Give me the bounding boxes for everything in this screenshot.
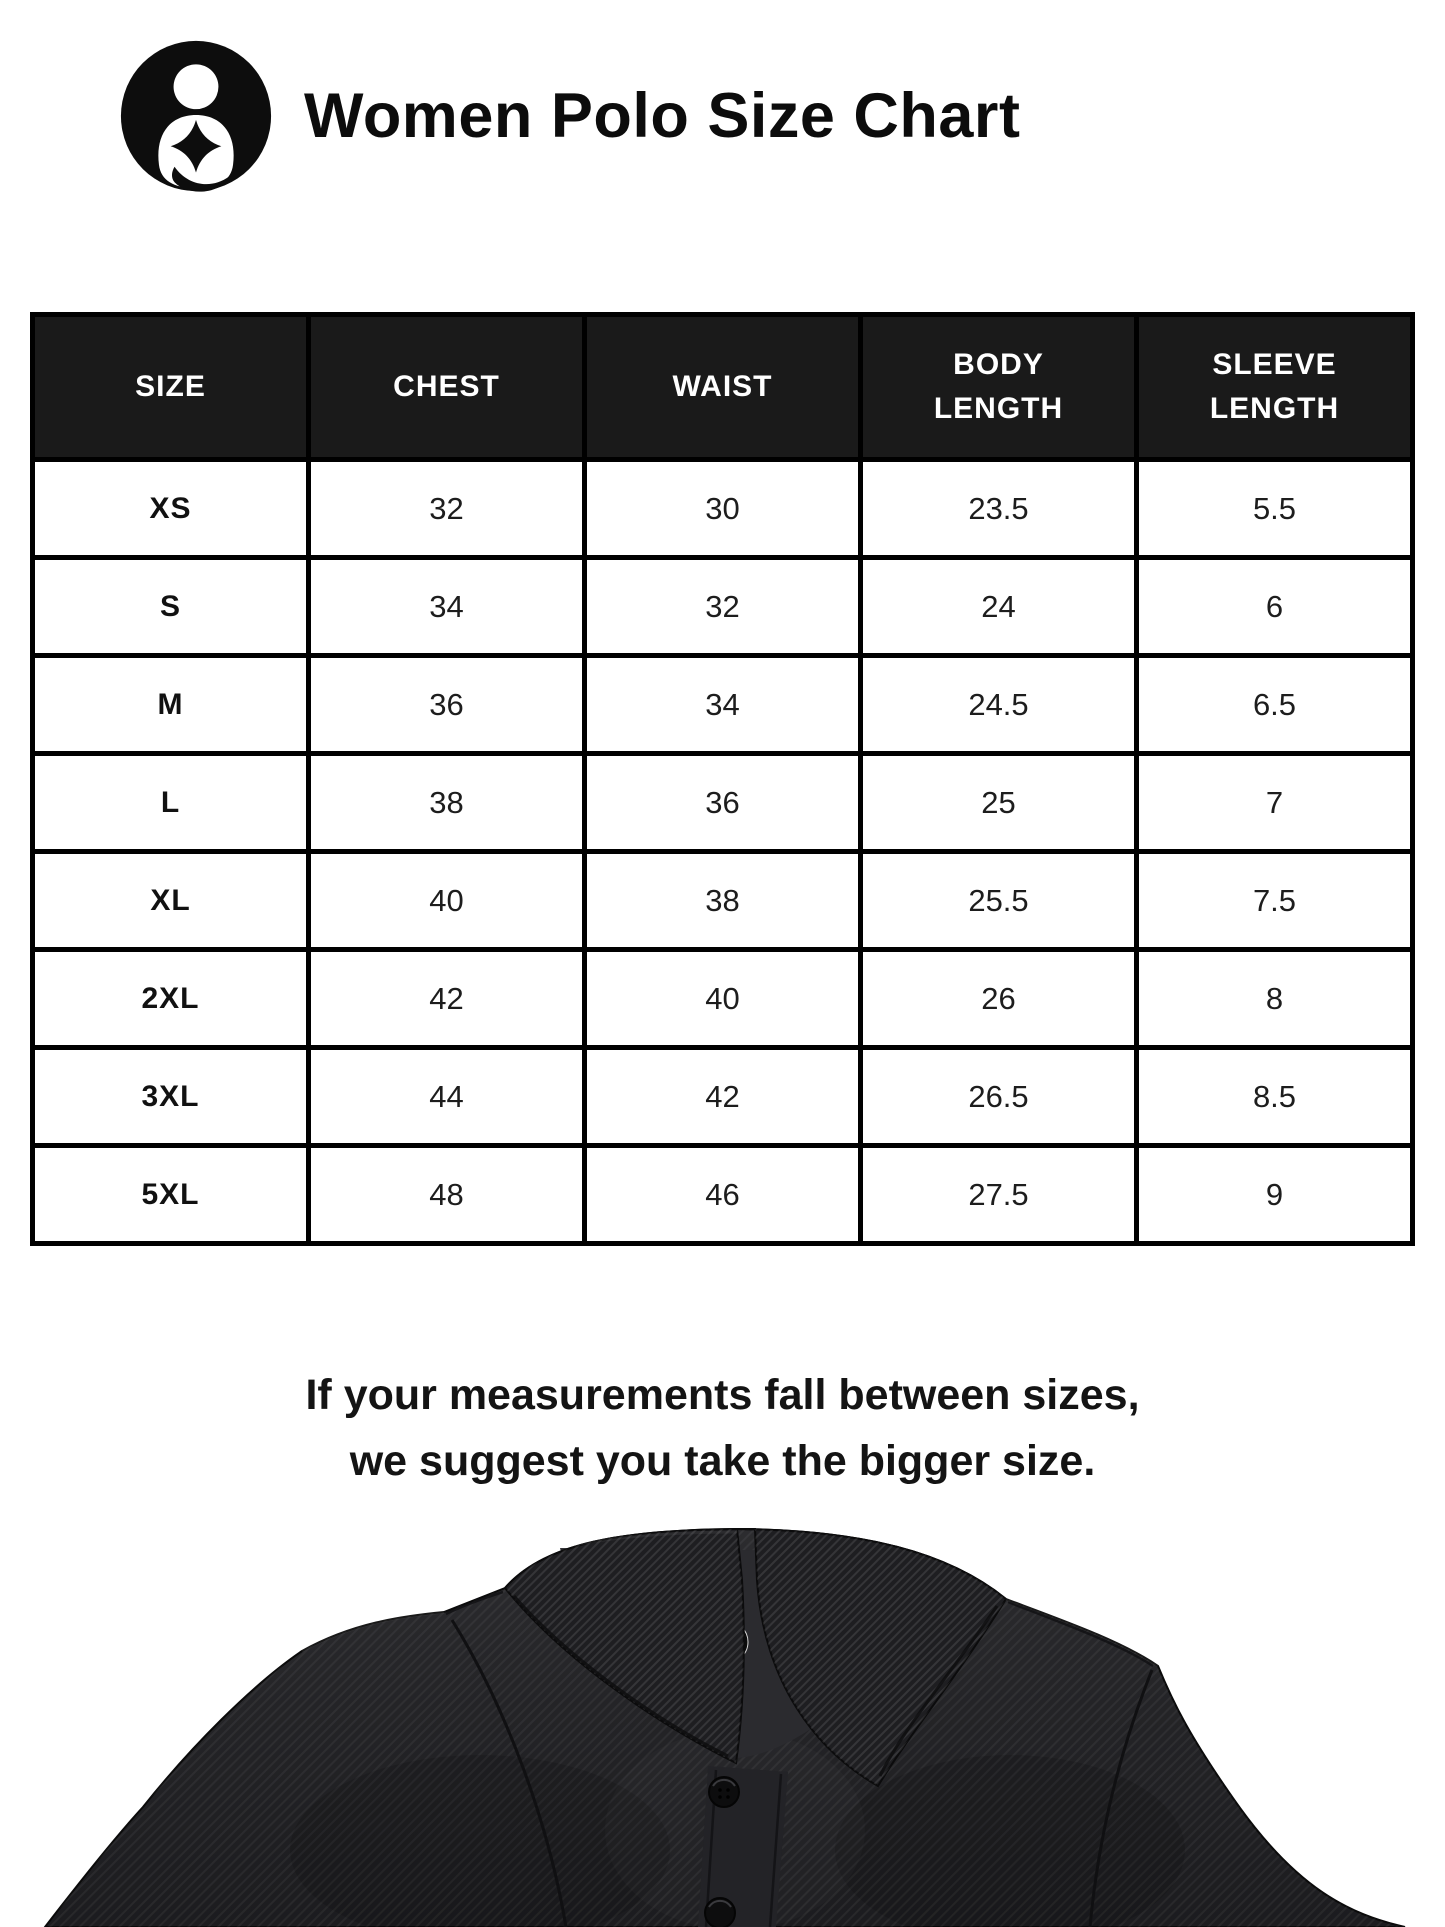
column-header-waist: WAIST [585,315,861,460]
body-length-value: 24.5 [861,656,1137,754]
waist-value: 46 [585,1146,861,1244]
sizing-note-line1: If your measurements fall between sizes, [305,1371,1140,1419]
waist-value: 42 [585,1048,861,1146]
polo-button-top [709,1777,739,1807]
chest-value: 40 [309,852,585,950]
body-length-value: 24 [861,558,1137,656]
column-header-size: SIZE [33,315,309,460]
table-row-m [33,656,1413,754]
brand-logo-icon [118,38,274,194]
size-label: M [33,656,309,754]
size-label: 3XL [33,1048,309,1146]
waist-value: 32 [585,558,861,656]
waist-value: 34 [585,656,861,754]
sleeve-length-value: 5.5 [1137,460,1413,558]
page-title: Women Polo Size Chart [304,81,1021,151]
size-label: XS [33,460,309,558]
chest-value: 42 [309,950,585,1048]
size-label: XL [33,852,309,950]
sizing-note [0,1362,1445,1494]
sleeve-length-value: 9 [1137,1146,1413,1244]
chest-value: 48 [309,1146,585,1244]
chest-value: 36 [309,656,585,754]
polo-button-lower [705,1898,735,1927]
body-length-value: 26.5 [861,1048,1137,1146]
table-header-row [33,315,1413,460]
waist-value: 38 [585,852,861,950]
sleeve-length-value: 7 [1137,754,1413,852]
column-header-chest: CHEST [309,315,585,460]
sleeve-length-value: 7.5 [1137,852,1413,950]
header [118,38,1020,194]
waist-value: 40 [585,950,861,1048]
body-length-value: 25.5 [861,852,1137,950]
sizing-note-line2: we suggest you take the bigger size. [349,1437,1096,1485]
waist-value: 36 [585,754,861,852]
size-label: 5XL [33,1146,309,1244]
body-length-value: 26 [861,950,1137,1048]
column-header-body-length: BODY LENGTH [861,315,1137,460]
size-chart-table [30,312,1415,1246]
chest-value: 38 [309,754,585,852]
polo-shirt-photo [0,1520,1445,1927]
table-header [33,315,1413,460]
table-row-s [33,558,1413,656]
size-label: 2XL [33,950,309,1048]
waist-value: 30 [585,460,861,558]
table-body [33,460,1413,1244]
body-length-value: 25 [861,754,1137,852]
size-label: S [33,558,309,656]
table-row-xl [33,852,1413,950]
table-row-2xl [33,950,1413,1048]
chest-value: 32 [309,460,585,558]
size-label: L [33,754,309,852]
table-row-5xl [33,1146,1413,1244]
body-length-value: 27.5 [861,1146,1137,1244]
table-row-xs [33,460,1413,558]
table-row-3xl [33,1048,1413,1146]
sleeve-length-value: 8.5 [1137,1048,1413,1146]
column-header-sleeve-length: SLEEVE LENGTH [1137,315,1413,460]
sleeve-length-value: 6 [1137,558,1413,656]
black-polo-shirt-illustration [0,1520,1445,1927]
body-length-value: 23.5 [861,460,1137,558]
chest-value: 44 [309,1048,585,1146]
sleeve-length-value: 8 [1137,950,1413,1048]
table-row-l [33,754,1413,852]
sleeve-length-value: 6.5 [1137,656,1413,754]
chest-value: 34 [309,558,585,656]
